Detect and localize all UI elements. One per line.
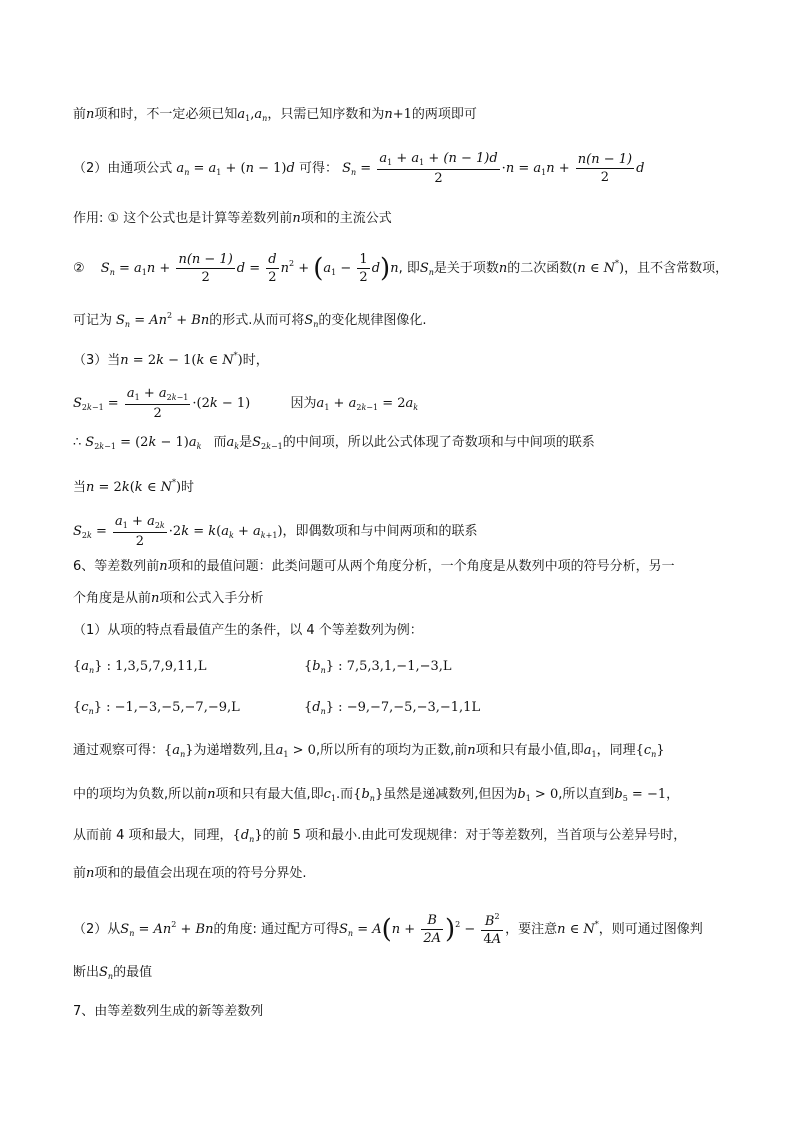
text-line-3: 作用: ① 这个公式也是计算等差数列前n项和的主流公式 — [73, 211, 392, 226]
text-line-20: （2）从$S_n = An^2 + Bn$的角度: 通过配方可得$S_n = A(n$ + $\frac{B}{2A}$ )$^2$ − $\frac{B^2}{4A}$ ，要注意n ∈ N*，则可通过图像判 — [73, 912, 703, 947]
text-line-6: （3）当n = 2k − 1(k ∈ N*)时， — [73, 351, 269, 368]
sequence-b: $\{b_n\}$ : 7,5,3,1,−1,−3,L — [304, 659, 452, 675]
text-line-16: 通过观察可得：$\{a_n\}$为递增数列,且$a_1 > 0$,所以所有的项均为正数,前n项和只有最小值,即$a_1$，同理$\{c_n\}$ — [73, 743, 665, 759]
text-line-12: 个角度是从前n项和公式入手分析 — [73, 591, 264, 606]
text-line-4: ② $S_n = a_1n$ + $\frac{n(n - 1)}{2}$ d = $\frac{d}{2}$ $n^2 + (a_1$ − $\frac{1}{2}$ d)n, 即$S_n$是关于项数n的二次函数(n ∈ N*)，且不含常数项， — [73, 252, 729, 285]
sequence-a: $\{a_n\}$ : 1,3,5,7,9,11,L — [73, 659, 207, 675]
text-line-5: 可记为 $S_n = An^2 + Bn$的形式.从而可将$S_n$的变化规律图像化. — [73, 311, 427, 329]
text-line-8: ∴ $S_{2k-1} = (2k - 1)a_k$ 而$a_k$是$S_{2k-1}$的中间项，所以此公式体现了奇数项和与中间项的联系 — [73, 435, 595, 451]
sequence-c: $\{c_n\}$ : −1,−3,−5,−7,−9,L — [73, 700, 240, 716]
text-line-19: 前n项和的最值会出现在项的符号分界处. — [73, 866, 307, 881]
text-line-21: 断出$S_n$的最值 — [73, 965, 153, 981]
text-line-9: 当n = 2k(k ∈ N*)时 — [73, 478, 195, 495]
text-line-2: （2）由通项公式 $a_n = a_1 + (n - 1)d$ 可得： $S_n$ = $\frac{a_1 + a_1 + (n - 1)d}{2}$ $\cdot n = a_1n$ + $\frac{n(n - 1)}{2}$ d — [73, 151, 645, 186]
text-line-18: 从而前 4 项和最大，同理，$\{d_n\}$的前 5 项和最小.由此可发现规律：对于等差数列，当首项与公差异号时， — [73, 828, 687, 844]
text-line-13: （1）从项的特点看最值产生的条件，以 4 个等差数列为例： — [73, 623, 423, 638]
text-line-17: 中的项均为负数,所以前n项和只有最大值,即$c_1$.而$\{b_n\}$虽然是递减数列,但因为$b_1 > 0$,所以直到$b_5 = -1$， — [73, 787, 680, 803]
sequence-d: $\{d_n\}$ : −9,−7,−5,−3,−1,1L — [304, 700, 481, 716]
text-line-7: $S_{2k-1}$ = $\frac{a_1 + a_{2k-1}}{2}$ ·(2k − 1) 因为$a_1 + a_{2k-1} = 2a_k$ — [73, 386, 419, 421]
text-line-1: 前n项和时，不一定必须已知$a_1,a_n$，只需已知序数和为n+1的两项即可 — [73, 107, 477, 123]
text-line-10: $S_{2k}$ = $\frac{a_1 + a_{2k}}{2}$ $\cdot 2k = k(a_k + a_{k+1})$，即偶数项和与中间两项和的联系 — [73, 514, 478, 549]
section-heading-7: 7、由等差数列生成的新等差数列 — [73, 1004, 264, 1019]
text-line-11: 6、等差数列前n项和的最值问题：此类问题可从两个角度分析，一个角度是从数列中项的符号分析，另一 — [73, 559, 675, 574]
